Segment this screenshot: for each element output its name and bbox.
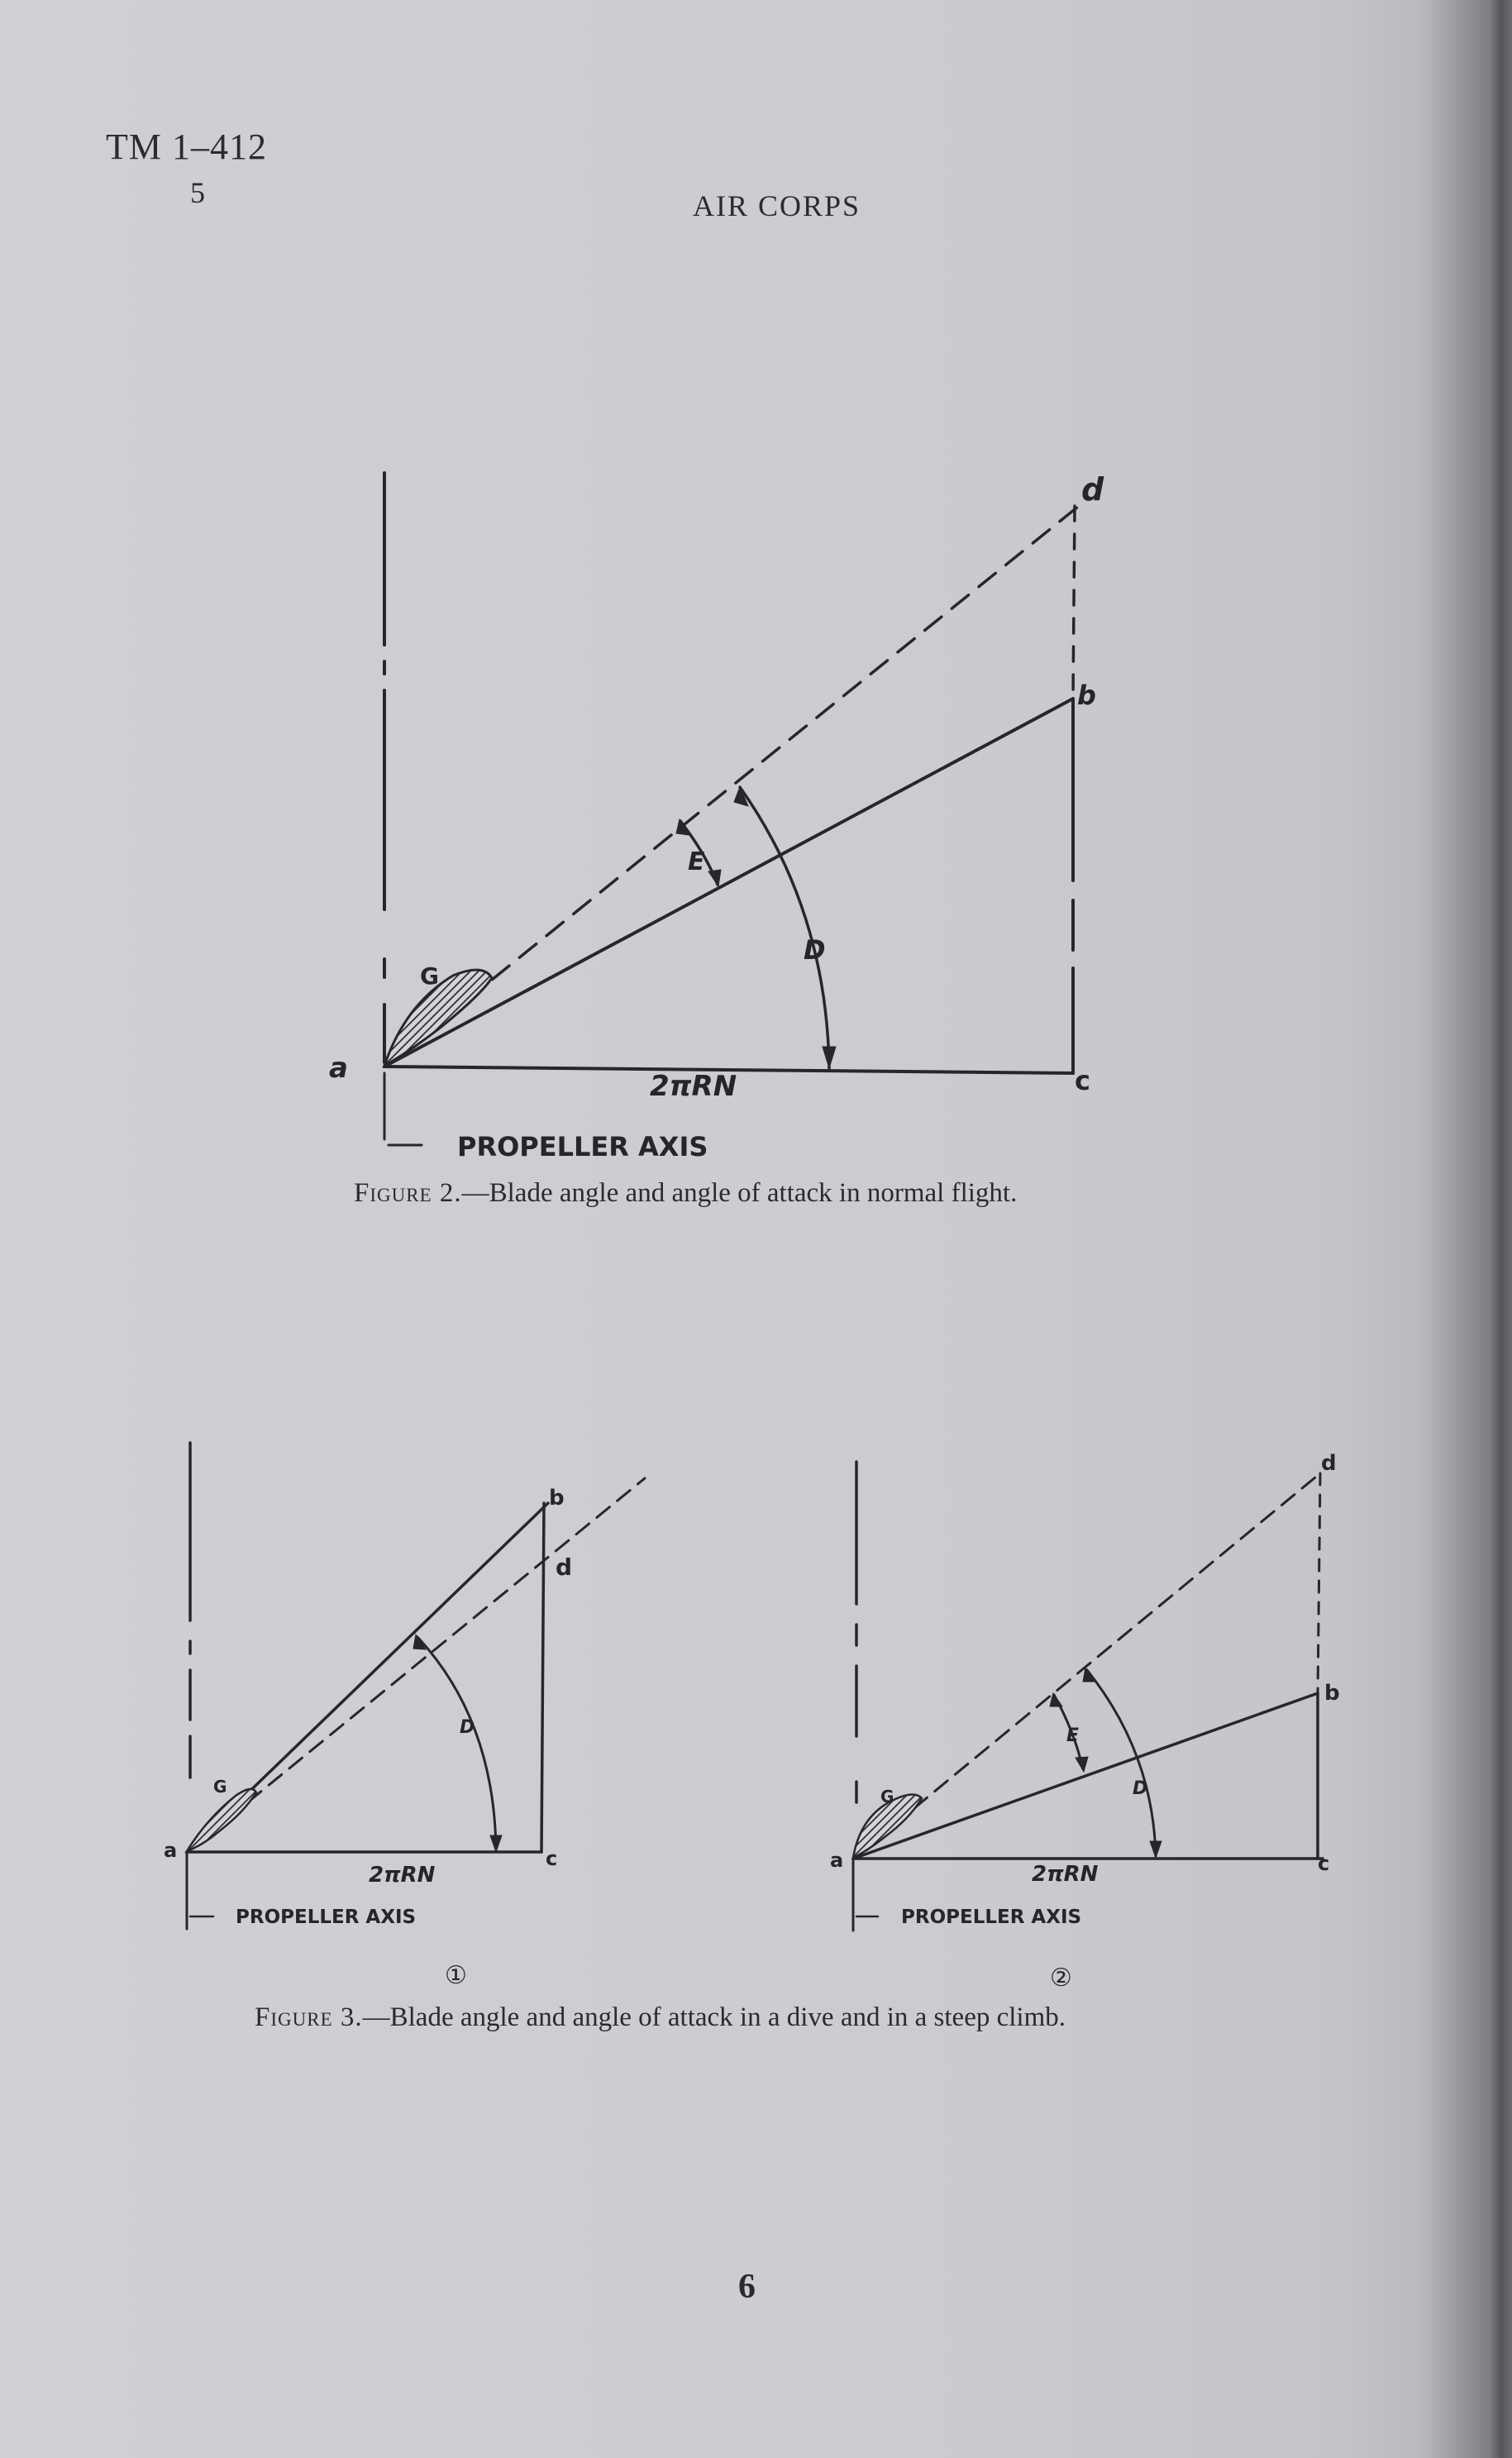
document-code: TM 1–412 <box>106 126 267 167</box>
figure-3-panel-2 <box>853 1462 1323 1931</box>
fig3p1-label-d: d <box>556 1554 573 1581</box>
fig3p2-arc-D-arrow-top <box>1083 1668 1095 1682</box>
fig3p2-arc-D-arrow-bottom <box>1150 1841 1161 1858</box>
fig3p1-bc-line <box>541 1503 544 1852</box>
figure-3-caption-text: —Blade angle and angle of attack in a dive and in a steep climb. <box>362 2002 1066 2032</box>
fig2-chord-line <box>384 699 1073 1067</box>
fig3p1-label-c: c <box>546 1847 558 1870</box>
fig3p2-arc-E-arrow-top <box>1050 1693 1062 1706</box>
fig2-labels <box>329 471 1104 1162</box>
fig3p2-panel-number: ② <box>1050 1964 1072 1993</box>
fig2-label-b: b <box>1077 680 1096 711</box>
fig3p1-labels <box>164 1486 572 1990</box>
figure-2-caption-prefix: Figure 2. <box>354 1178 462 1208</box>
fig3p2-label-D: D <box>1133 1778 1148 1799</box>
fig2-label-axis: PROPELLER AXIS <box>457 1131 708 1162</box>
fig2-label-d: d <box>1081 471 1104 508</box>
fig2-label-a: a <box>329 1052 348 1085</box>
fig3p2-relative-wind-line <box>853 1473 1320 1859</box>
fig3p1-label-b: b <box>549 1486 565 1511</box>
fig3p1-arc-D-arrow-bottom <box>490 1835 502 1852</box>
fig3p1-relative-wind-line <box>187 1478 645 1852</box>
fig2-db-line <box>1073 506 1075 699</box>
figure-2 <box>384 473 1079 1145</box>
fig2-label-E: E <box>688 847 705 876</box>
page-number: 6 <box>738 2268 756 2306</box>
fig2-label-G: G <box>420 962 439 990</box>
fig2-label-D: D <box>804 934 826 966</box>
figure-3-caption <box>255 2002 1066 2033</box>
fig3p2-label-base: 2πRN <box>1032 1862 1099 1887</box>
fig3p1-arc-D-arrow-top <box>413 1635 426 1649</box>
fig3p2-arc-E-arrow-bottom <box>1076 1757 1088 1772</box>
fig3p2-label-G: G <box>880 1787 894 1807</box>
fig3p1-label-axis: PROPELLER AXIS <box>236 1907 417 1928</box>
fig3p2-label-d: d <box>1321 1451 1337 1476</box>
fig3p2-label-E: E <box>1066 1725 1080 1746</box>
fig3p1-label-a: a <box>164 1839 178 1862</box>
section-number: 5 <box>190 176 205 209</box>
fig3p2-chord-line <box>853 1693 1318 1859</box>
fig2-arc-E-arrow-bottom <box>708 870 721 886</box>
fig3p2-label-c: c <box>1318 1852 1330 1875</box>
running-head: AIR CORPS <box>693 189 861 222</box>
fig3p1-arc-D <box>417 1637 496 1850</box>
fig3p1-label-D: D <box>460 1717 475 1738</box>
fig3p1-panel-number: ① <box>445 1961 467 1990</box>
fig2-arc-D <box>740 787 829 1068</box>
fig3p1-blade-section <box>187 1789 256 1851</box>
fig3p2-label-a: a <box>830 1849 844 1872</box>
fig2-label-base: 2πRN <box>650 1070 737 1103</box>
fig2-label-c: c <box>1075 1065 1090 1096</box>
fig3p2-db-line <box>1318 1473 1320 1693</box>
fig3p2-labels <box>830 1451 1340 1993</box>
fig3p1-label-base: 2πRN <box>369 1863 436 1888</box>
figure-3-panel-1 <box>187 1443 645 1929</box>
fig3p2-label-axis: PROPELLER AXIS <box>901 1907 1082 1928</box>
fig3p2-label-b: b <box>1324 1681 1340 1706</box>
figure-2-caption-text: —Blade angle and angle of attack in normal flight. <box>461 1178 1018 1208</box>
figure-3-caption-prefix: Figure 3. <box>255 2002 363 2032</box>
fig3p1-label-G: G <box>213 1777 227 1797</box>
fig2-arc-D-arrow-bottom <box>823 1047 836 1068</box>
figure-2-caption <box>354 1178 1017 1209</box>
